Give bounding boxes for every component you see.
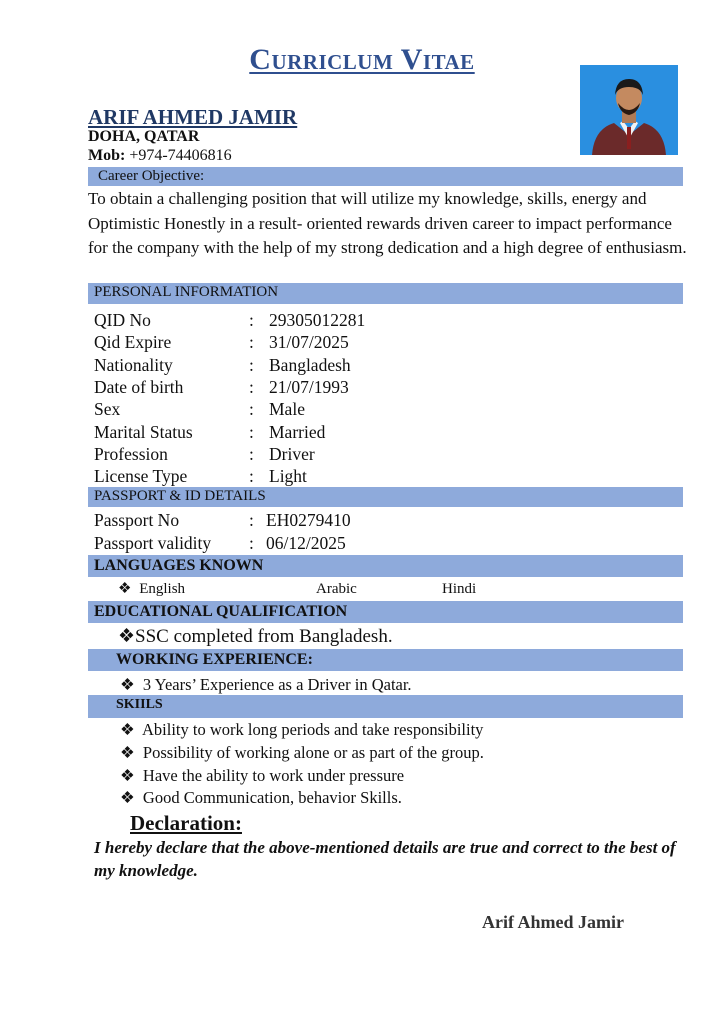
skill-item: [120, 787, 402, 809]
person-photo-icon: [580, 65, 678, 155]
career-objective-heading: Career Objective:: [88, 167, 683, 186]
career-objective-text: To obtain a challenging position that will utilize my knowledge, skills, energy and Optimistic Honestly in a result- oriented rewards driven career to impact performance for the company with the help of my strong dedication and a high degree of enthusiasm.: [88, 189, 687, 257]
info-row-sex: [94, 398, 305, 420]
skill-item: [120, 765, 404, 787]
colon: :: [249, 466, 254, 486]
info-label: Profession: [94, 444, 168, 464]
passport-heading: PASSPORT & ID DETAILS: [88, 487, 683, 507]
info-row-dob: [94, 376, 349, 398]
colon: :: [249, 422, 254, 442]
languages-heading: LANGUAGES KNOWN: [88, 555, 683, 577]
info-value: 29305012281: [269, 310, 366, 330]
declaration-text: I hereby declare that the above-mentioned details are true and correct to the best of my knowledge.: [94, 838, 676, 880]
bullet-diamond-icon: ❖: [120, 720, 135, 739]
declaration-heading: Declaration:: [130, 811, 242, 835]
candidate-mobile: [88, 147, 232, 165]
mobile-label: Mob:: [88, 147, 126, 164]
info-row-qid-expire: [94, 331, 349, 353]
bullet-diamond-icon: ❖: [120, 788, 135, 807]
education-item: [118, 626, 393, 648]
signature-name: Arif Ahmed Jamir: [482, 912, 624, 932]
profile-photo: [580, 65, 678, 155]
info-label: Passport No: [94, 510, 180, 530]
language-label: English: [139, 581, 186, 597]
cv-title: Curriclum Vitae: [249, 43, 475, 76]
colon: :: [249, 377, 254, 397]
info-label: Marital Status: [94, 422, 193, 442]
info-value: 06/12/2025: [266, 533, 346, 553]
info-label: Passport validity: [94, 533, 212, 553]
skill-label: Possibility of working alone or as part of the group.: [142, 743, 484, 762]
info-value: Light: [269, 466, 307, 486]
info-value: Bangladesh: [269, 355, 351, 375]
info-label: QID No: [94, 310, 151, 330]
info-value: EH0279410: [266, 510, 351, 530]
skill-label: Have the ability to work under pressure: [142, 766, 405, 785]
passport-row-validity: [94, 532, 346, 554]
skills-heading: SKIILS: [88, 695, 683, 718]
skill-item: [120, 742, 484, 764]
language-item-english: [118, 578, 185, 600]
language-item-hindi: Hindi: [442, 581, 477, 597]
info-row-license: [94, 465, 307, 487]
education-label: SSC completed from Bangladesh.: [135, 626, 393, 647]
info-value: Driver: [269, 444, 315, 464]
skill-item: [120, 719, 483, 741]
colon: :: [249, 310, 254, 330]
bullet-diamond-icon: ❖: [120, 675, 135, 694]
skill-label: Good Communication, behavior Skills.: [142, 788, 402, 807]
info-value: Married: [269, 422, 326, 442]
info-label: Sex: [94, 399, 121, 419]
colon: :: [249, 510, 254, 530]
info-value: 21/07/1993: [269, 377, 349, 397]
passport-row-number: [94, 509, 351, 531]
info-label: Qid Expire: [94, 332, 172, 352]
bullet-diamond-icon: ❖: [118, 626, 136, 647]
colon: :: [249, 332, 254, 352]
experience-item: [120, 674, 412, 696]
candidate-location: DOHA, QATAR: [88, 128, 200, 145]
info-label: License Type: [94, 466, 188, 486]
candidate-name: ARIF AHMED JAMIR: [88, 105, 298, 129]
colon: :: [249, 399, 254, 419]
info-row-nationality: [94, 354, 351, 376]
personal-info-heading: PERSONAL INFORMATION: [88, 283, 683, 304]
mobile-number: +974-74406816: [129, 147, 232, 164]
language-item-arabic: Arabic: [316, 581, 357, 597]
info-label: Date of birth: [94, 377, 184, 397]
info-value: 31/07/2025: [269, 332, 349, 352]
experience-label: 3 Years’ Experience as a Driver in Qatar.: [142, 675, 412, 694]
bullet-diamond-icon: ❖: [118, 581, 132, 597]
bullet-diamond-icon: ❖: [120, 766, 135, 785]
colon: :: [249, 533, 254, 553]
experience-heading: WORKING EXPERIENCE:: [88, 649, 683, 671]
info-label: Nationality: [94, 355, 173, 375]
colon: :: [249, 444, 254, 464]
info-row-qid: [94, 309, 365, 331]
info-value: Male: [269, 399, 305, 419]
info-row-profession: [94, 443, 315, 465]
info-row-marital: [94, 421, 325, 443]
colon: :: [249, 355, 254, 375]
education-heading: EDUCATIONAL QUALIFICATION: [88, 601, 683, 623]
skill-label: Ability to work long periods and take responsibility: [142, 720, 484, 739]
bullet-diamond-icon: ❖: [120, 743, 135, 762]
